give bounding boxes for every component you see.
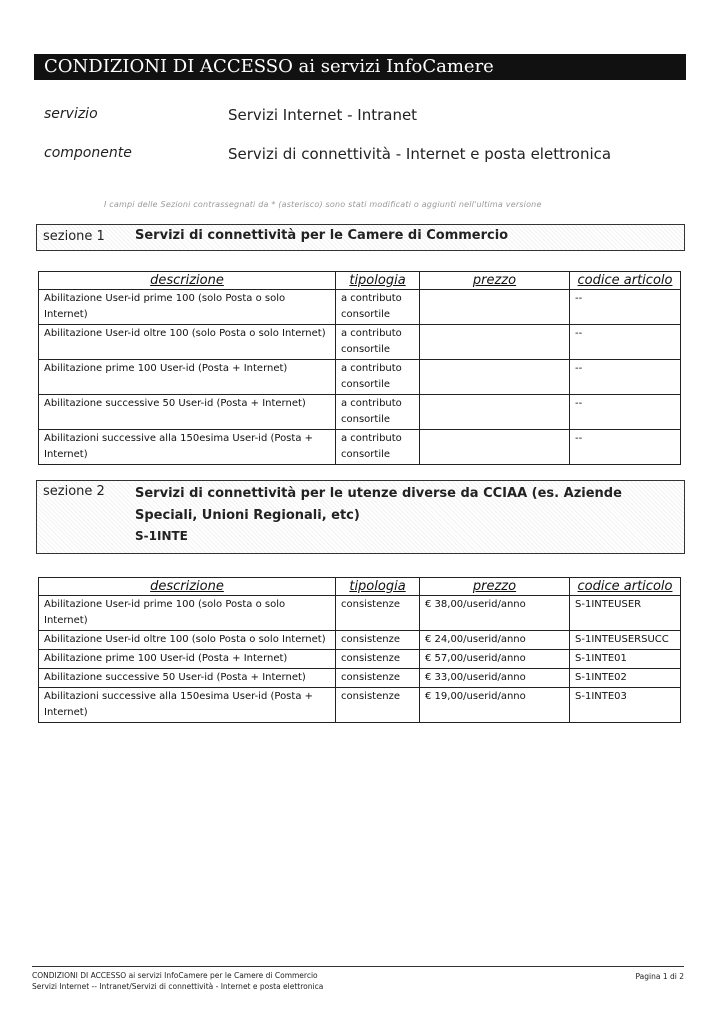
table-row	[39, 688, 681, 723]
table-row	[39, 360, 681, 395]
col-tipologia: tipologia	[336, 578, 420, 596]
cell-tipologia: consistenze	[336, 596, 420, 631]
cell-codice: S-1INTE01	[570, 650, 681, 669]
cell-codice: S-1INTEUSERSUCC	[570, 631, 681, 650]
cell-codice: --	[570, 325, 681, 360]
cell-descrizione: Abilitazione User-id prime 100 (solo Posta o solo Internet)	[39, 596, 336, 631]
cell-prezzo: € 19,00/userid/anno	[420, 688, 570, 723]
section-2-title: Servizi di connettività per le utenze diverse da CCIAA (es. Aziende Speciali, Unioni Regionali, etc)	[135, 486, 622, 523]
section-2-code: S-1INTE	[135, 529, 188, 543]
table-row	[39, 669, 681, 688]
section-2-table	[38, 577, 681, 723]
cell-tipologia: consistenze	[336, 631, 420, 650]
col-descrizione: descrizione	[39, 578, 336, 596]
col-prezzo: prezzo	[420, 578, 570, 596]
cell-codice: --	[570, 395, 681, 430]
componente-label: componente	[44, 145, 132, 161]
section-1-number: sezione 1	[43, 229, 105, 244]
cell-codice: --	[570, 290, 681, 325]
section-1-title: Servizi di connettività per le Camere di Commercio	[135, 228, 509, 243]
cell-descrizione: Abilitazione successive 50 User-id (Posta + Internet)	[39, 395, 336, 430]
cell-codice: --	[570, 360, 681, 395]
cell-descrizione: Abilitazione successive 50 User-id (Posta + Internet)	[39, 669, 336, 688]
table-row	[39, 650, 681, 669]
table-row	[39, 395, 681, 430]
section-1-header	[36, 224, 685, 251]
footer-line-2: Servizi Internet -- Intranet/Servizi di connettività - Internet e posta elettronica	[32, 982, 324, 991]
document-title: CONDIZIONI DI ACCESSO ai servizi InfoCamere	[34, 54, 686, 80]
table-row	[39, 596, 681, 631]
section-2-header	[36, 480, 685, 554]
servizio-value: Servizi Internet - Intranet	[228, 106, 418, 124]
col-codice-articolo: codice articolo	[570, 272, 681, 290]
cell-prezzo: € 38,00/userid/anno	[420, 596, 570, 631]
page-number: Pagina 1 di 2	[635, 972, 684, 981]
cell-codice: S-1INTEUSER	[570, 596, 681, 631]
cell-prezzo: € 57,00/userid/anno	[420, 650, 570, 669]
modification-note: I campi delle Sezioni contrassegnati da * (asterisco) sono stati modificati o aggiunti nell'ultima versione	[104, 200, 542, 209]
cell-tipologia: a contributo consortile	[336, 430, 420, 465]
col-prezzo: prezzo	[420, 272, 570, 290]
cell-descrizione: Abilitazioni successive alla 150esima User-id (Posta + Internet)	[39, 688, 336, 723]
cell-descrizione: Abilitazione prime 100 User-id (Posta + Internet)	[39, 650, 336, 669]
cell-tipologia: a contributo consortile	[336, 395, 420, 430]
cell-tipologia: a contributo consortile	[336, 325, 420, 360]
cell-prezzo: € 33,00/userid/anno	[420, 669, 570, 688]
cell-tipologia: consistenze	[336, 688, 420, 723]
col-descrizione: descrizione	[39, 272, 336, 290]
col-codice-articolo: codice articolo	[570, 578, 681, 596]
cell-tipologia: a contributo consortile	[336, 360, 420, 395]
cell-tipologia: consistenze	[336, 669, 420, 688]
table-row	[39, 290, 681, 325]
servizio-label: servizio	[44, 106, 98, 122]
table-row	[39, 325, 681, 360]
col-tipologia: tipologia	[336, 272, 420, 290]
cell-prezzo	[420, 395, 570, 430]
cell-prezzo	[420, 360, 570, 395]
cell-codice: S-1INTE03	[570, 688, 681, 723]
cell-descrizione: Abilitazione User-id oltre 100 (solo Posta o solo Internet)	[39, 325, 336, 360]
cell-codice: S-1INTE02	[570, 669, 681, 688]
cell-descrizione: Abilitazione prime 100 User-id (Posta + Internet)	[39, 360, 336, 395]
cell-descrizione: Abilitazione User-id oltre 100 (solo Posta o solo Internet)	[39, 631, 336, 650]
cell-descrizione: Abilitazioni successive alla 150esima User-id (Posta + Internet)	[39, 430, 336, 465]
componente-value: Servizi di connettività - Internet e posta elettronica	[228, 145, 612, 163]
cell-prezzo	[420, 290, 570, 325]
cell-tipologia: consistenze	[336, 650, 420, 669]
cell-descrizione: Abilitazione User-id prime 100 (solo Posta o solo Internet)	[39, 290, 336, 325]
table-header-row	[39, 578, 681, 596]
table-row	[39, 631, 681, 650]
section-2-number: sezione 2	[43, 484, 105, 499]
cell-codice: --	[570, 430, 681, 465]
page-footer	[32, 966, 684, 992]
footer-line-1: CONDIZIONI DI ACCESSO ai servizi InfoCamere per le Camere di Commercio	[32, 971, 318, 980]
table-row	[39, 430, 681, 465]
section-1-table	[38, 271, 681, 465]
cell-prezzo	[420, 430, 570, 465]
cell-prezzo	[420, 325, 570, 360]
cell-tipologia: a contributo consortile	[336, 290, 420, 325]
table-header-row	[39, 272, 681, 290]
cell-prezzo: € 24,00/userid/anno	[420, 631, 570, 650]
